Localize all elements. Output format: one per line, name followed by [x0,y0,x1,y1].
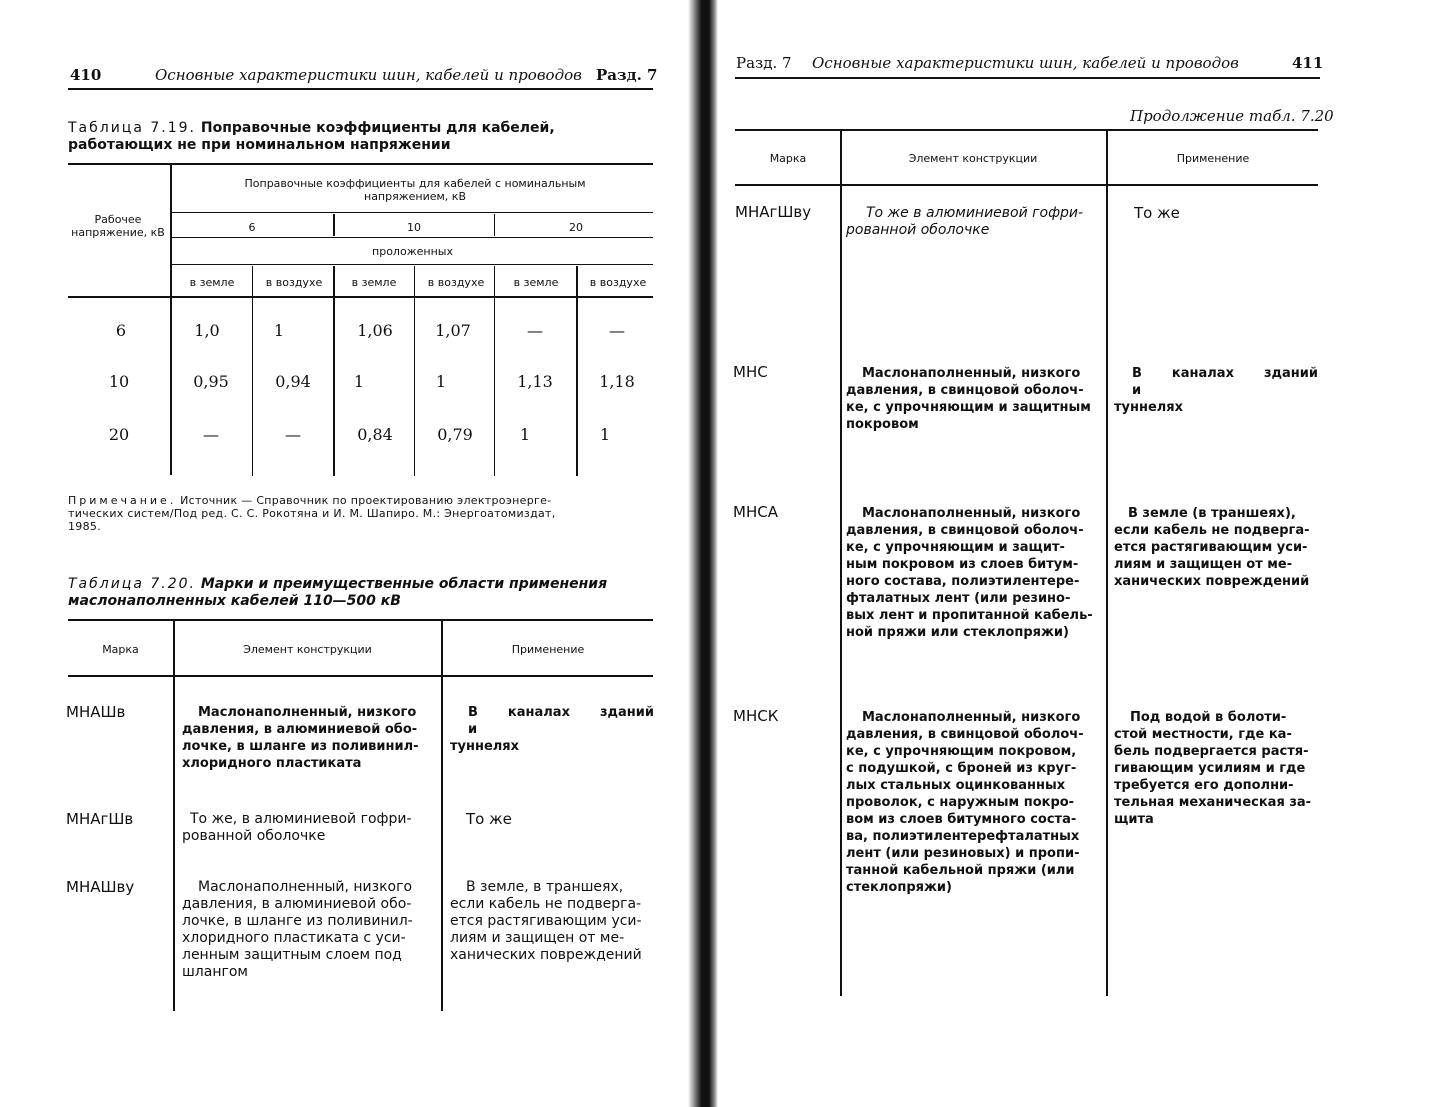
right-page-number: 411 [1292,54,1324,72]
table-7-19-note: Примечание. Источник — Справочник по проектированию электроэнерге- тических систем/Под ред. С. С. Рокотяна и И. М. Шапиро. М.: Энергоатомиздат, 1985. [68,494,556,533]
construction-cell: Маслонаполненный, низкого давления, в свинцовой оболоч- ке, с упрочняющим покровом, с подушкой, с броней из круг- лых стальных оцинкованных проволок, с наружным покро- вом из слоев битумного соста- ва, полиэтилентерефталатных лент (или резиновых) и пропи- танной кабельной пряжи (или стеклопряжи) [846,710,1084,895]
subheader-ground-6: в земле [189,276,235,289]
table-cell: 1 [435,372,447,391]
right-running-title: Основные характеристики шин, кабелей и проводов [812,54,1239,72]
table-cell: 0,84 [357,425,393,444]
application-cell: То же [466,810,512,828]
table-cell: — [203,425,219,444]
construction-cell: Маслонаполненный, низкого давления, в свинцовой оболоч- ке, с упрочняющим и защитным покровом [846,366,1091,432]
table-cell: — [609,321,625,340]
left-header-rule [68,88,653,90]
table-cell: 0,95 [193,372,229,391]
table-cell: 1 [599,425,611,444]
table-cell: — [285,425,301,444]
subheader-ground-20: в земле [513,276,559,289]
application-cell: В каналах зданий и туннелях [450,705,654,754]
laid-header: проложенных [372,245,453,258]
column-header-construction: Элемент конструкции [243,643,372,656]
mark-cell: МНАШв [66,703,126,721]
subheader-air-10: в воздухе [427,276,485,289]
table-cell: 1,0 [194,321,220,340]
column-header-construction: Элемент конструкции [908,152,1038,165]
application-cell: В земле, в траншеях, если кабель не подверга- ется растягивающим уси- лиям и защищен от ме- ханических повреждений [450,879,642,963]
continuation-label: Продолжение табл. 7.20 [1130,107,1334,125]
subheader-ground-10: в земле [351,276,397,289]
mark-cell: МНСА [733,503,778,521]
table-7-19-title: Таблица 7.19. Поправочные коэффициенты для кабелей, работающих не при номинальном напряжении [68,120,555,153]
table-cell: 1,07 [435,321,471,340]
mark-cell: МНСК [733,707,779,725]
construction-cell: Маслонаполненный, низкого давления, в свинцовой оболоч- ке, с упрочняющим и защит- ным покровом из слоев битум- ного состава, полиэтилентере- фталатных лент (или резино- вых лент и пропитанной кабель- ной пряжи или стеклопряжи) [846,506,1093,640]
column-header-application: Применение [511,643,585,656]
table-cell: 1,13 [517,372,553,391]
working-voltage-header: Рабочее напряжение, кВ [71,213,165,239]
application-cell: То же [1134,204,1180,222]
construction-cell: То же, в алюминиевой гофри- рованной оболочке [182,811,412,844]
voltage-10-header: 10 [407,221,421,234]
subheader-air-20: в воздухе [589,276,647,289]
table-cell: 1,06 [357,321,393,340]
row-10-voltage: 10 [108,372,130,391]
table-cell: 1 [273,321,285,340]
construction-cell: То же в алюминиевой гофри- рованной оболочке [846,205,1084,238]
table-cell: 1 [519,425,531,444]
column-header-mark: Марка [769,152,807,165]
left-page-number: 410 [70,66,102,84]
voltage-20-header: 20 [569,221,583,234]
table-7-20-title: Таблица 7.20. Марки и преимущественные области применения маслонаполненных кабелей 110—500 кВ [68,576,608,609]
row-6-voltage: 6 [115,321,127,340]
voltage-6-header: 6 [248,221,256,234]
mark-cell: МНАгШву [735,203,812,221]
table-cell: 0,79 [437,425,473,444]
row-20-voltage: 20 [108,425,130,444]
column-header-application: Применение [1176,152,1250,165]
table-cell: 1 [353,372,365,391]
table-cell: 0,94 [275,372,311,391]
left-running-title: Основные характеристики шин, кабелей и проводов [155,66,582,84]
right-section: Разд. 7 [736,54,792,72]
construction-cell: Маслонаполненный, низкого давления, в алюминиевой обо- лочке, в шланге из поливинил- хлоридного пластиката [182,705,419,771]
coefficients-header: Поправочные коэффициенты для кабелей с номинальным напряжением, кВ [244,177,586,203]
application-cell: В каналах зданий и туннелях [1114,366,1318,415]
table-cell: 1,18 [599,372,635,391]
subheader-air-6: в воздухе [265,276,323,289]
mark-cell: МНАгШв [66,810,134,828]
right-header-rule [735,77,1320,79]
construction-cell: Маслонаполненный, низкого давления, в алюминиевой обо- лочке, в шланге из поливинил- хлоридного пластиката с уси- ленным защитным слоем под шлангом [182,879,413,980]
application-cell: В земле (в траншеях), если кабель не подверга- ется растягивающим уси- лиям и защищен от ме- ханических повреждений [1114,506,1310,589]
book-spine [688,0,718,1107]
mark-cell: МНАШву [66,878,135,896]
table-cell: — [527,321,543,340]
left-section: Разд. 7 [596,66,658,84]
application-cell: Под водой в болоти- стой местности, где ка- бель подвергается растя- гивающим усилиям и где требуется его дополни- тельная механическая за- щита [1114,710,1312,827]
mark-cell: МНС [733,363,768,381]
column-header-mark: Марка [102,643,139,656]
